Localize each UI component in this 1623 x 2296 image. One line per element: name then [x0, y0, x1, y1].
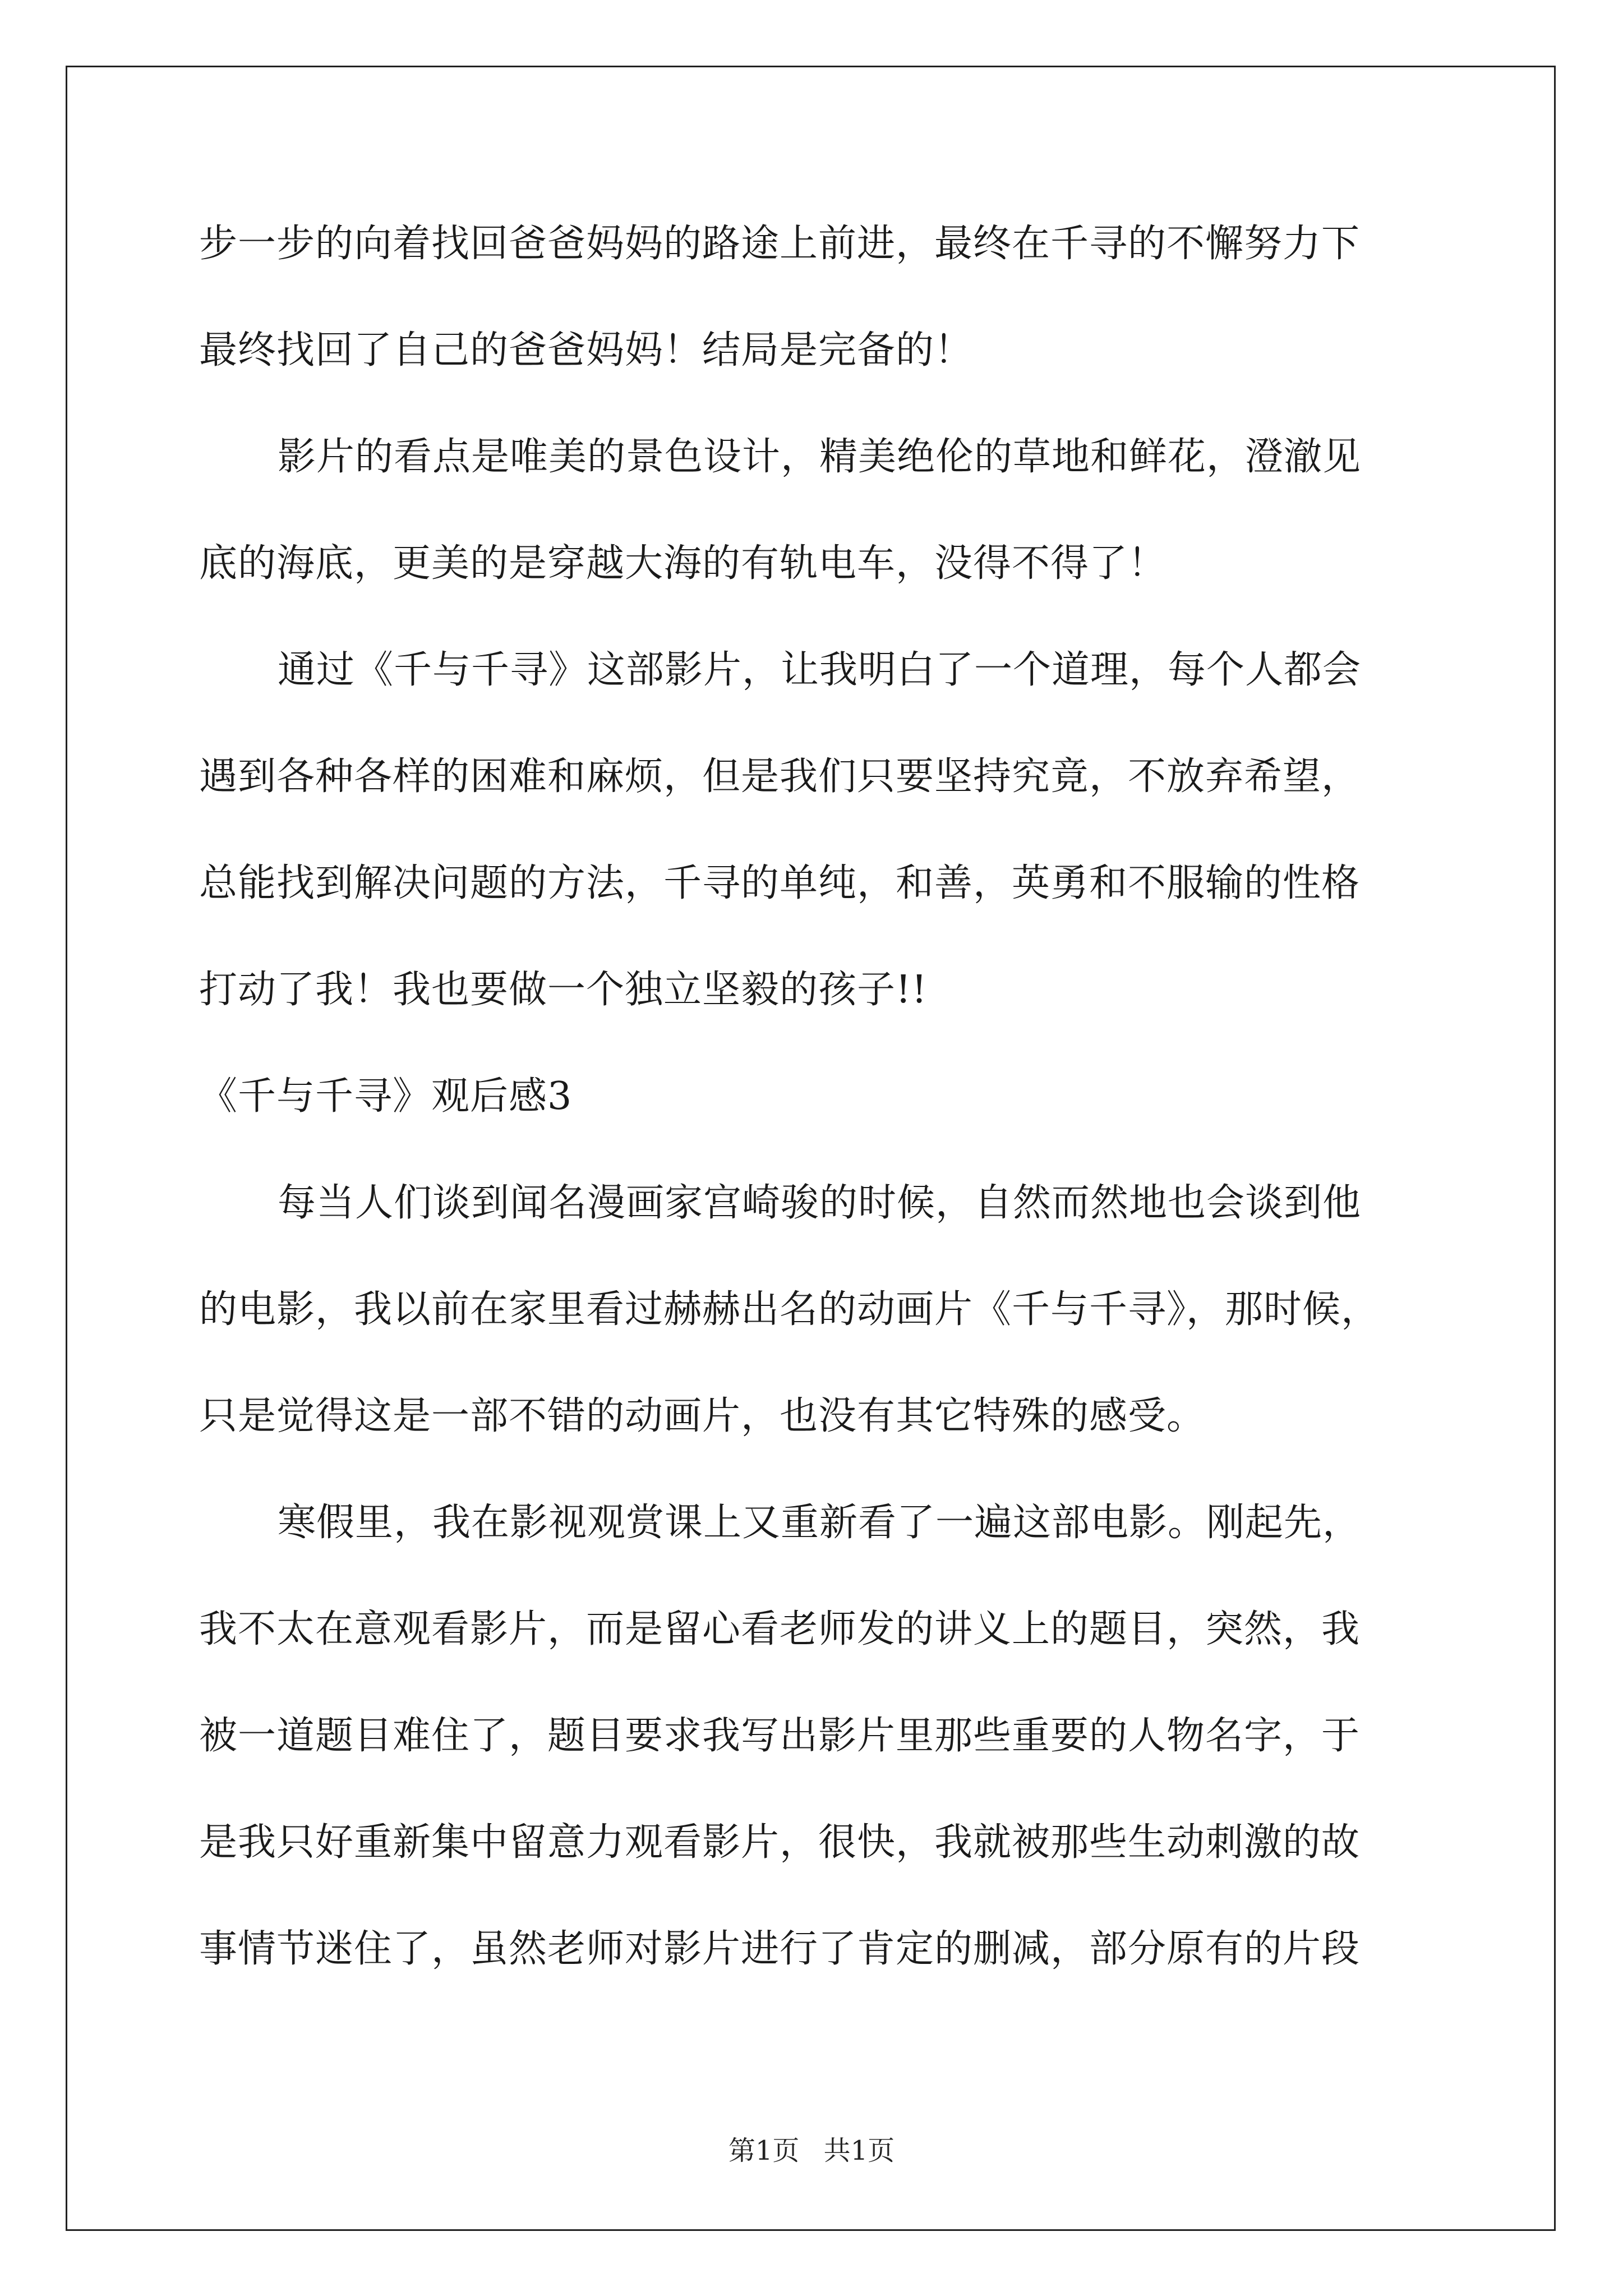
- text-line: 最终找回了自己的爸爸妈妈！结局是完备的！: [199, 328, 974, 372]
- paragraph-start-line: 影片的看点是唯美的景色设计，精美绝伦的草地和鲜花，澄澈见: [278, 435, 1362, 479]
- page-total: 共1页: [823, 2135, 895, 2166]
- text-line: 只是觉得这是一部不错的动画片，也没有其它特殊的感受。: [199, 1394, 1206, 1438]
- paragraph-start-line: 通过《千与千寻》这部影片，让我明白了一个道理，每个人都会: [278, 648, 1362, 692]
- text-line: 事情节迷住了，虽然老师对影片进行了肯定的删减，部分原有的片段: [199, 1927, 1361, 1971]
- paragraph-start-line: 每当人们谈到闻名漫画家宫崎骏的时候，自然而然地也会谈到他: [278, 1181, 1362, 1225]
- text-line: 我不太在意观看影片，而是留心看老师发的讲义上的题目，突然，我: [199, 1607, 1361, 1651]
- paragraph-start-line: 寒假里，我在影视观赏课上又重新看了一遍这部电影。刚起先，: [278, 1501, 1362, 1545]
- page-footer: [0, 2129, 1623, 2168]
- text-line: 步一步的向着找回爸爸妈妈的路途上前进，最终在千寻的不懈努力下: [199, 222, 1361, 266]
- text-line: 被一道题目难住了，题目要求我写出影片里那些重要的人物名字，于: [199, 1714, 1361, 1758]
- text-line: 总能找到解决问题的方法，千寻的单纯，和善，英勇和不服输的性格: [199, 861, 1361, 905]
- text-line: 打动了我！我也要做一个独立坚毅的孩子!!: [199, 968, 928, 1012]
- text-line: 遇到各种各样的困难和麻烦，但是我们只要坚持究竟，不放弃希望，: [199, 754, 1361, 799]
- text-line: 的电影，我以前在家里看过赫赫出名的动画片《千与千寻》，那时候，: [199, 1287, 1380, 1332]
- text-line: 是我只好重新集中留意力观看影片，很快，我就被那些生动刺激的故: [199, 1820, 1361, 1865]
- text-line: 底的海底，更美的是穿越大海的有轨电车，没得不得了！: [199, 541, 1167, 586]
- page-number: 第1页: [728, 2135, 800, 2166]
- document-body: [199, 208, 1433, 2019]
- section-heading: 《千与千寻》观后感3: [199, 1074, 573, 1119]
